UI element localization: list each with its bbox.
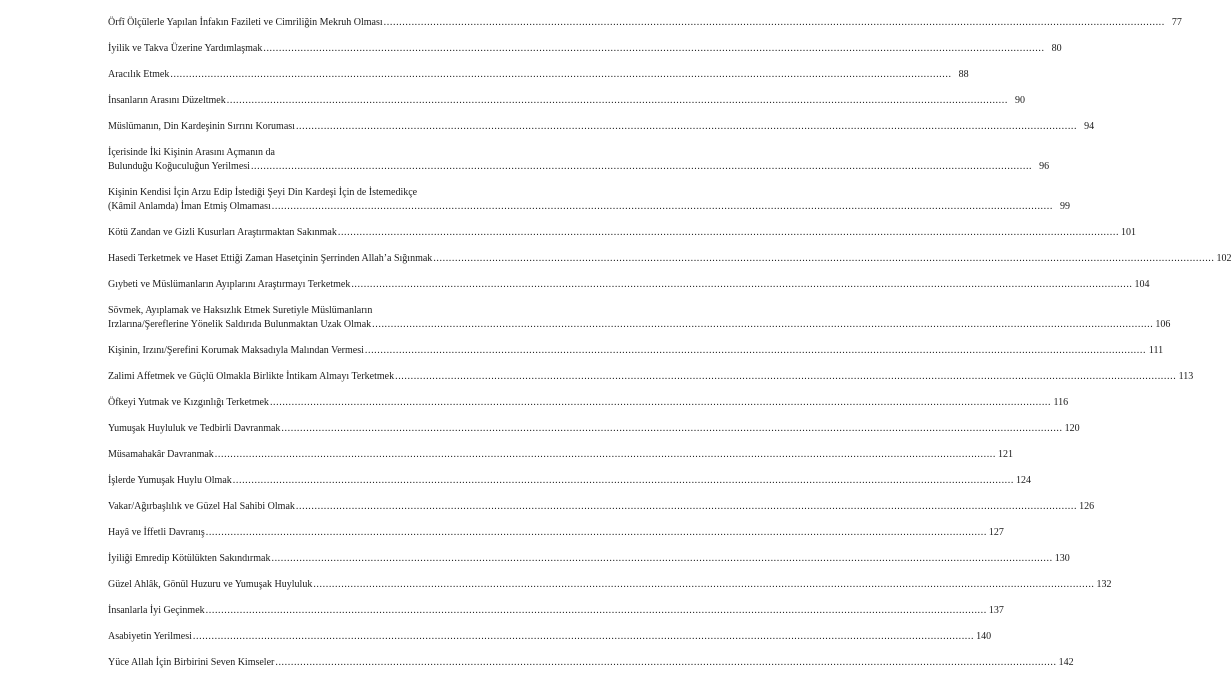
toc-entry xyxy=(108,578,1112,592)
toc-leader-dots xyxy=(251,160,1032,174)
toc-entry-title: İçerisinde İki Kişinin Arasını Açmanın da xyxy=(108,147,275,158)
toc-entry-line xyxy=(108,226,1137,240)
toc-entry-line xyxy=(108,344,1164,358)
toc-page-number: 106 xyxy=(1155,319,1171,330)
toc-entry-title: Irzlarına/Şereflerine Yönelik Saldırıda Bulunmaktan Uzak Olmak xyxy=(108,319,372,330)
toc-entry-line xyxy=(108,304,492,318)
toc-entry-title: Müslümanın, Din Kardeşinin Sırrını Koruması xyxy=(108,121,295,132)
toc-entry-title: Asabiyetin Yerilmesi xyxy=(108,631,192,642)
toc-entry-line xyxy=(108,68,969,82)
toc-entry xyxy=(108,422,1080,436)
toc-entry-title: Hasedi Terketmek ve Haset Ettiği Zaman Hasetçinin Şerrinden Allah’a Sığınmak xyxy=(108,253,433,264)
toc-entry-line xyxy=(108,656,1074,670)
toc-page-number: 96 xyxy=(1039,161,1050,172)
table-of-contents xyxy=(108,16,1232,682)
toc-entry xyxy=(108,604,1004,618)
toc-entry xyxy=(108,396,1069,410)
toc-entry xyxy=(108,344,1164,358)
toc-entry xyxy=(108,146,1050,174)
toc-entry-line xyxy=(108,16,1182,30)
toc-entry-title: Gıybeti ve Müslümanların Ayıplarını Araştırmayı Terketmek xyxy=(108,279,351,290)
toc-entry-title: Müsamahakâr Davranmak xyxy=(108,449,214,460)
toc-entry xyxy=(108,370,1194,384)
toc-page-number: 77 xyxy=(1171,17,1182,28)
toc-entry-title: Bulunduğu Koğuculuğun Yerilmesi xyxy=(108,161,250,172)
toc-leader-dots xyxy=(215,448,996,462)
toc-entry-line xyxy=(108,630,992,644)
toc-leader-dots xyxy=(170,68,951,82)
toc-page-number: 90 xyxy=(1014,95,1025,106)
toc-page-number: 120 xyxy=(1064,423,1080,434)
toc-page-number: 80 xyxy=(1051,43,1062,54)
toc-entry xyxy=(108,94,1025,108)
toc-entry xyxy=(108,656,1074,670)
toc-entry-line xyxy=(108,448,1013,462)
toc-entry xyxy=(108,16,1182,30)
toc-entry-title: Yumuşak Huyluluk ve Tedbirli Davranmak xyxy=(108,423,281,434)
toc-leader-dots xyxy=(233,474,1014,488)
toc-entry-title: Örfî Ölçülerle Yapılan İnfakın Fazileti ve Cimriliğin Mekruh Olması xyxy=(108,17,383,28)
toc-entry-line xyxy=(108,186,492,200)
toc-entry-title: Vakar/Ağırbaşlılık ve Güzel Hal Sahibi Olmak xyxy=(108,501,295,512)
toc-leader-dots xyxy=(433,252,1214,266)
toc-entry-line xyxy=(108,604,1004,618)
toc-entry-line xyxy=(108,526,1004,540)
toc-entry xyxy=(108,448,1013,462)
toc-page-number: 102 xyxy=(1216,253,1232,264)
toc-leader-dots xyxy=(263,42,1044,56)
toc-entry-line xyxy=(108,474,1031,488)
toc-page-number: 94 xyxy=(1084,121,1095,132)
toc-leader-dots xyxy=(313,578,1094,592)
toc-entry-line xyxy=(108,200,1070,214)
toc-entry xyxy=(108,474,1031,488)
toc-leader-dots xyxy=(275,656,1056,670)
toc-entry-line xyxy=(108,552,1070,566)
toc-leader-dots xyxy=(372,318,1153,332)
toc-entry-line xyxy=(108,370,1194,384)
toc-entry-line xyxy=(108,396,1069,410)
toc-leader-dots xyxy=(270,396,1051,410)
toc-page-number: 130 xyxy=(1054,553,1070,564)
toc-entry-line xyxy=(108,146,492,160)
toc-entry-title: Aracılık Etmek xyxy=(108,69,170,80)
toc-entry-title: (Kâmil Anlamda) İman Etmiş Olmaması xyxy=(108,201,271,212)
toc-entry-line xyxy=(108,94,1025,108)
toc-leader-dots xyxy=(193,630,974,644)
toc-entry xyxy=(108,42,1062,56)
toc-page-number: 113 xyxy=(1178,371,1194,382)
toc-entry-title: Kişinin Kendisi İçin Arzu Edip İstediği Şeyi Din Kardeşi İçin de İstemedikçe xyxy=(108,187,418,198)
toc-entry xyxy=(108,552,1070,566)
toc-entry-line xyxy=(108,252,1232,266)
toc-entry xyxy=(108,252,1232,266)
toc-page-number: 104 xyxy=(1134,279,1150,290)
toc-entry-line xyxy=(108,422,1080,436)
toc-entry-title: Hayâ ve İffetli Davranış xyxy=(108,527,205,538)
toc-leader-dots xyxy=(206,604,987,618)
toc-entry-title: İşlerde Yumuşak Huylu Olmak xyxy=(108,475,232,486)
toc-leader-dots xyxy=(271,552,1052,566)
toc-page-number: 116 xyxy=(1053,397,1069,408)
toc-leader-dots xyxy=(296,500,1077,514)
toc-entry-title: Güzel Ahlâk, Gönül Huzuru ve Yumuşak Huyluluk xyxy=(108,579,313,590)
toc-page-number: 111 xyxy=(1148,345,1164,356)
toc-entry xyxy=(108,120,1095,134)
toc-entry-line xyxy=(108,42,1062,56)
toc-entry xyxy=(108,186,1070,214)
toc-entry xyxy=(108,304,1171,332)
toc-page-number: 127 xyxy=(988,527,1004,538)
toc-page-number: 121 xyxy=(998,449,1013,460)
toc-entry-title: Kişinin, Irzını/Şerefini Korumak Maksadıyla Malından Vermesi xyxy=(108,345,364,356)
toc-entry xyxy=(108,278,1150,292)
toc-leader-dots xyxy=(351,278,1132,292)
toc-leader-dots xyxy=(365,344,1146,358)
toc-page-number: 132 xyxy=(1096,579,1112,590)
toc-entry-line xyxy=(108,160,1050,174)
toc-entry xyxy=(108,526,1004,540)
toc-page-number: 88 xyxy=(958,69,969,80)
toc-leader-dots xyxy=(206,526,987,540)
toc-entry xyxy=(108,226,1137,240)
toc-entry-title: İyilik ve Takva Üzerine Yardımlaşmak xyxy=(108,43,263,54)
toc-entry-line xyxy=(108,278,1150,292)
toc-leader-dots xyxy=(272,200,1053,214)
toc-entry-title: İnsanların Arasını Düzeltmek xyxy=(108,95,226,106)
toc-entry-line xyxy=(108,120,1095,134)
toc-entry-title: Yüce Allah İçin Birbirini Seven Kimseler xyxy=(108,657,275,668)
toc-entry-line xyxy=(108,578,1112,592)
toc-entry-title: İnsanlarla İyi Geçinmek xyxy=(108,605,205,616)
toc-page-number: 142 xyxy=(1058,657,1074,668)
toc-entry-title: İyiliği Emredip Kötülükten Sakındırmak xyxy=(108,553,271,564)
toc-leader-dots xyxy=(338,226,1119,240)
toc-page-number: 137 xyxy=(988,605,1004,616)
toc-entry xyxy=(108,68,969,82)
toc-leader-dots xyxy=(384,16,1165,30)
toc-entry-title: Sövmek, Ayıplamak ve Haksızlık Etmek Suretiyle Müslümanların xyxy=(108,305,373,316)
toc-leader-dots xyxy=(296,120,1077,134)
toc-leader-dots xyxy=(395,370,1176,384)
toc-page-number: 124 xyxy=(1015,475,1031,486)
toc-leader-dots xyxy=(281,422,1062,436)
toc-entry-title: Kötü Zandan ve Gizli Kusurları Araştırmaktan Sakınmak xyxy=(108,227,337,238)
toc-entry xyxy=(108,630,992,644)
toc-leader-dots xyxy=(227,94,1008,108)
toc-entry-title: Öfkeyi Yutmak ve Kızgınlığı Terketmek xyxy=(108,397,269,408)
toc-page-number: 101 xyxy=(1121,227,1137,238)
toc-page-number: 140 xyxy=(976,631,992,642)
toc-entry-title: Zalimi Affetmek ve Güçlü Olmakla Birlikte İntikam Almayı Terketmek xyxy=(108,371,395,382)
toc-entry xyxy=(108,500,1095,514)
toc-entry-line xyxy=(108,500,1095,514)
toc-page-number: 126 xyxy=(1079,501,1095,512)
toc-page-number: 99 xyxy=(1059,201,1070,212)
toc-entry-line xyxy=(108,318,1171,332)
